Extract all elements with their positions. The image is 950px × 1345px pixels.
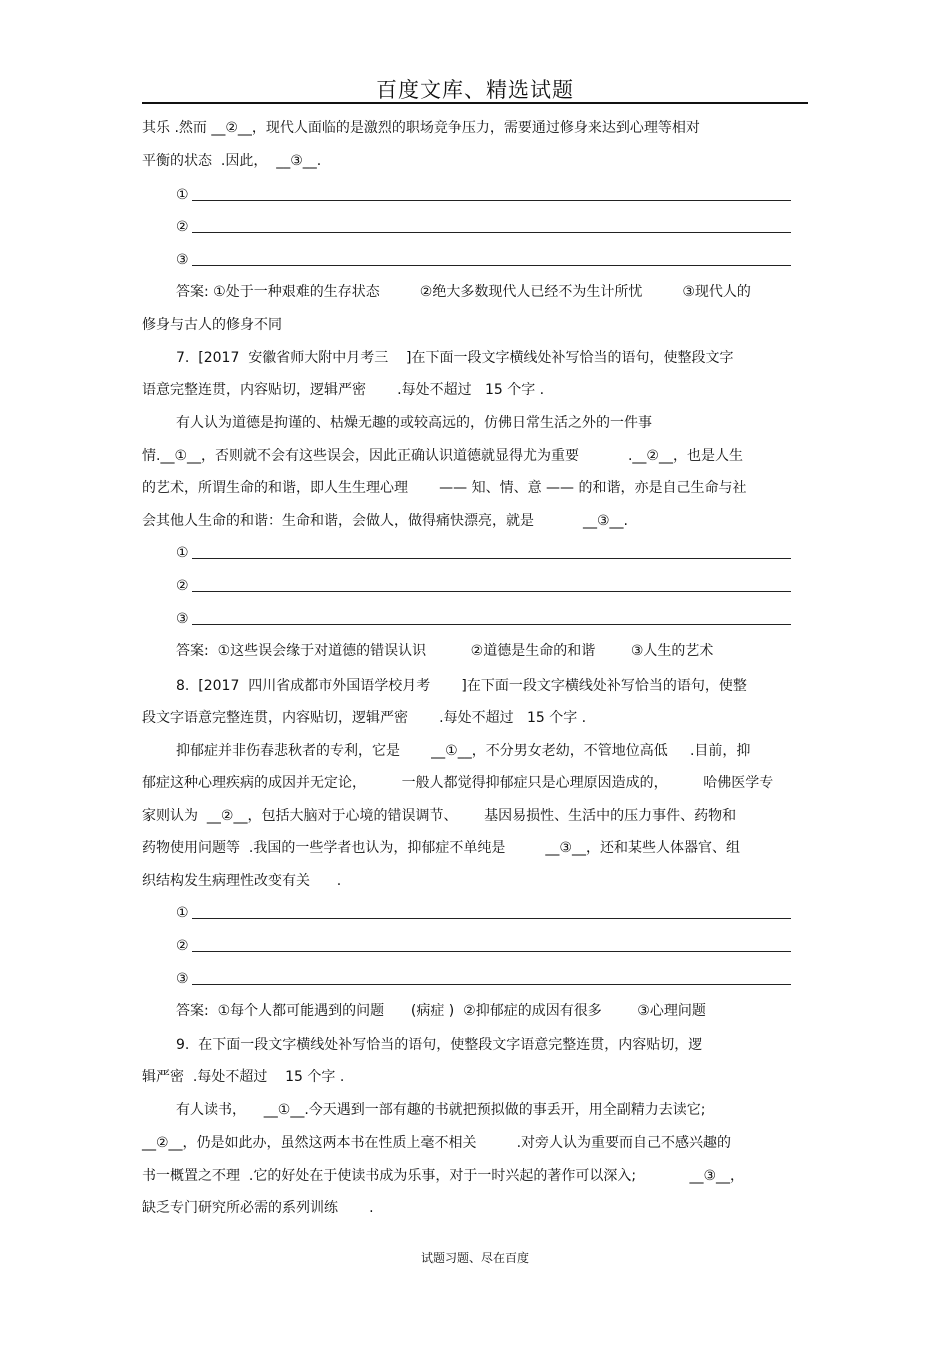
text-line: 的艺术，所谓生命的和谐，即人生生理心理 —— 知、情、意 —— 的和谐，亦是自己生命与社 — [142, 480, 747, 496]
text-line: 情.__①__，否则就不会有这些误会，因此正确认识道德就显得尤为重要 .__②__，也是人生 — [142, 448, 743, 464]
answer-text: 答案: ①这些误会缘于对道德的错误认识 ②道德是生命的和谐 ③人生的艺术 — [176, 643, 714, 659]
question-7-title: 7. [2017 安徽省师大附中月考三 ]在下面一段文字横线处补写恰当的语句，使整段文字 — [176, 350, 734, 366]
blank-number: ③ — [176, 611, 189, 627]
text-line: 缺乏专门研究所必需的系列训练 . — [142, 1200, 374, 1216]
answer-blank-line — [176, 969, 791, 989]
header-divider — [142, 102, 808, 104]
page-footer: 试题习题、尽在百度 — [420, 1251, 529, 1265]
blank-number: ② — [176, 578, 189, 594]
text-line: 会其他人生命的和谐：生命和谐，会做人，做得痛快漂亮，就是 __③__. — [142, 513, 628, 529]
text-line: __②__，仍是如此办，虽然这两本书在性质上毫不相关 .对旁人认为重要而自己不感兴趣的 — [142, 1135, 732, 1151]
answer-text: 答案: ①每个人都可能遇到的问题 (病症 ) ②抑郁症的成因有很多 ③心理问题 — [176, 1003, 706, 1019]
blank-number: ① — [176, 905, 189, 921]
text-line: 辑严密 .每处不超过 15 个字 . — [142, 1069, 345, 1085]
text-line: 药物使用问题等 .我国的一些学者也认为，抑郁症不单纯是 __③__，还和某些人体器官、组 — [142, 840, 740, 856]
answer-blank-line — [176, 217, 791, 237]
text-line: 平衡的状态 .因此， __③__. — [142, 153, 322, 169]
blank-number: ① — [176, 187, 189, 203]
blank-number: ② — [176, 219, 189, 235]
text-line: 段文字语意完整连贯，内容贴切，逻辑严密 .每处不超过 15 个字 . — [142, 710, 587, 726]
blank-number: ① — [176, 545, 189, 561]
answer-blank-line — [176, 185, 791, 205]
text-line: 其乐 .然而 __②__，现代人面临的是激烈的职场竞争压力，需要通过修身来达到心理等相对 — [142, 120, 700, 136]
text-line: 有人读书， __①__.今天遇到一部有趣的书就把预拟做的事丢开，用全副精力去读它; — [176, 1102, 706, 1118]
answer-blank-line — [176, 250, 791, 270]
text-line: 书一概置之不理 .它的好处在于使读书成为乐事，对于一时兴起的著作可以深入; __③__， — [142, 1168, 745, 1184]
answer-text: 答案: ①处于一种艰难的生存状态 ②绝大多数现代人已经不为生计所忧 ③现代人的 — [176, 284, 751, 300]
blank-number: ③ — [176, 971, 189, 987]
text-line: 抑郁症并非伤春悲秋者的专利，它是 __①__，不分男女老幼，不管地位高低 .目前，抑 — [176, 743, 751, 759]
blank-number: ② — [176, 938, 189, 954]
text-line: 郁症这种心理疾病的成因并无定论， 一般人都觉得抑郁症只是心理原因造成的， 哈佛医学专 — [142, 775, 774, 791]
text-line: 织结构发生病理性改变有关 . — [142, 873, 342, 889]
text-line: 家则认为 __②__，包括大脑对于心境的错误调节、 基因易损性、生活中的压力事件、药物和 — [142, 808, 737, 824]
answer-blank-line — [176, 543, 791, 563]
answer-blank-line — [176, 936, 791, 956]
text-line: 语意完整连贯，内容贴切，逻辑严密 .每处不超过 15 个字 . — [142, 382, 545, 398]
answer-blank-line — [176, 576, 791, 596]
answer-blank-line — [176, 903, 791, 923]
text-line: 有人认为道德是拘谨的、枯燥无趣的或较高远的，仿佛日常生活之外的一件事 — [176, 415, 652, 431]
question-9-title: 9. 在下面一段文字横线处补写恰当的语句，使整段文字语意完整连贯，内容贴切，逻 — [176, 1037, 703, 1053]
page-header-title: 百度文库、精选试题 — [376, 78, 574, 102]
blank-number: ③ — [176, 252, 189, 268]
answer-blank-line — [176, 609, 791, 629]
answer-text: 修身与古人的修身不同 — [142, 317, 282, 333]
question-8-title: 8. [2017 四川省成都市外国语学校月考 ]在下面一段文字横线处补写恰当的语句，使整 — [176, 678, 747, 694]
